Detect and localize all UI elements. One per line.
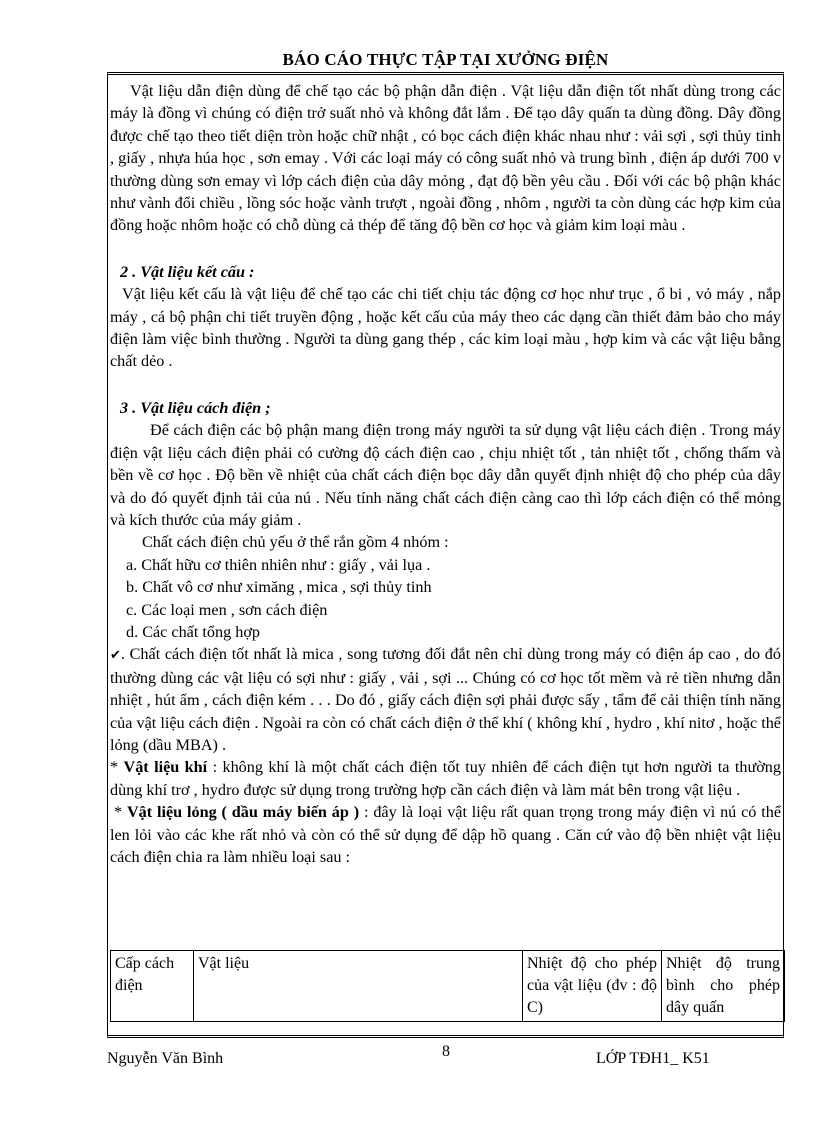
- check-icon: ✔: [110, 647, 121, 663]
- insulation-paragraph: Để cách điện các bộ phận mang điện trong máy người ta sử dụng vật liệu cách điện . Trong máy điện vật liệu cách điện phải có cường độ cách điện cao , chịu nhiệt tốt , tản nhiệt tốt , chống thấm và bền về cơ học . Độ bền về nhiệt của chất cách điện bọc dây dẫn quyết định nhiệt độ cho phép của dây và do đó quyết định tải của nú . Nếu tính năng chất cách điện càng cao thì lớp cách điện có thể mỏng và kích thước của máy giảm .: [110, 421, 781, 529]
- gas-prefix: *: [110, 758, 124, 777]
- gas-label: Vật liệu khí: [123, 758, 208, 777]
- list-item: c. Các loại men , sơn cách điện: [126, 600, 328, 619]
- liquid-prefix: *: [114, 803, 127, 822]
- gas-material-paragraph: [110, 756, 781, 801]
- footer-author: Nguyễn Văn Bình: [107, 1050, 224, 1067]
- table-header-cell: Nhiệt độ cho phép của vật liệu (đv : độ C): [523, 951, 662, 1022]
- liquid-text: : đây là loại vật liệu rất quan trọng trong máy điện vì nú có thể len lỏi vào các khe rất nhỏ và còn có thể sử dụng để dập hồ quang . Căn cứ vào độ bền nhiệt vật liệu cách điện chia ra làm nhiều loại sau :: [110, 803, 782, 866]
- section-heading-insulation: 3 . Vật liệu cách điện ;: [120, 398, 271, 417]
- footer-class-name: LỚP TĐH1_ K51: [596, 1050, 710, 1067]
- footer-page-number: 8: [442, 1043, 450, 1060]
- document-body: [107, 80, 784, 868]
- insulation-groups-intro: Chất cách điện chủ yếu ở thể rắn gồm 4 nhóm :: [142, 533, 449, 552]
- table-header-cell: Nhiệt độ trung bình cho phép dây quấn: [662, 951, 785, 1022]
- mica-paragraph: [110, 643, 781, 756]
- table-header-cell: Cấp cách điện: [111, 951, 194, 1022]
- section-heading-structural: 2 . Vật liệu kết cấu :: [120, 262, 255, 281]
- mica-text: . Chất cách điện tốt nhất là mica , song tương đối đắt nên chỉ dùng trong máy có điện áp cao , do đó thường dùng các vật liệu có sợi như : giấy , vải , sợi ... Chúng có cơ học tốt mềm và rẻ tiền nhưng dẫn nhiệt , hút ẩm , cách điện kém . . . Do đó , giấy cách điện sợi phải được sấy , tẩm để cải thiện tính năng của vật liệu cách điện . Ngoài ra còn có chất cách điện ở thể khí ( không khí , hydro , khí nitơ , hoặc thể lỏng (dầu MBA) .: [110, 645, 781, 754]
- liquid-material-paragraph: [110, 801, 781, 868]
- table-header-row: [111, 951, 785, 1022]
- conductive-material-paragraph: Vật liệu dẫn điện dùng để chế tạo các bộ phận dẫn điện . Vật liệu dẫn điện tốt nhất dùng trong các máy là đồng vì chúng có điện trở suất nhỏ và không đắt lắm . Để tạo dây quấn ta dùng đồng. Dây đồng được chế tạo theo tiết diện tròn hoặc chữ nhật , có bọc cách điện khác nhau như : vải sợi , sợi thủy tinh , giấy , nhựa húa học , sơn emay . Với các loại máy có công suất nhỏ và trung bình , điện áp dưới 700 v thường dùng sơn emay vì lớp cách điện của dây mỏng , đạt độ bền yêu cầu . Đối với các bộ phận khác như vành đổi chiều , lồng sóc hoặc vành trượt , ngoài đồng , nhôm , người ta còn dùng các hợp kim của đồng hoặc nhôm hoặc có chỗ dùng cả thép để tăng độ bền cơ học và giảm kim loại màu .: [110, 82, 781, 235]
- gas-text: : không khí là một chất cách điện tốt tuy nhiên để cách điện tụt hơn người ta thường dùng khí trơ , hydro được sử dụng trong trường hợp cần cách điện và làm mát bên trong vật liệu .: [110, 758, 781, 799]
- liquid-label: Vật liệu lỏng ( dầu máy biến áp ): [126, 803, 360, 822]
- structural-material-paragraph: Vật liệu kết cấu là vật liệu để chế tạo các chi tiết chịu tác động cơ học như trục , ổ bi , vỏ máy , nắp máy , cá bộ phận chi tiết truyền động , hoặc kết cấu của máy theo các dạng cần thiết đảm bảo cho máy điện làm việc bình thường . Người ta dùng gang thép , các kim loại màu , hợp kim và các vật liệu bằng chất dẻo .: [110, 285, 781, 371]
- page-header-title: BÁO CÁO THỰC TẬP TẠI XƯỞNG ĐIỆN: [282, 50, 609, 69]
- list-item: a. Chất hữu cơ thiên nhiên như : giấy , vải lụa .: [126, 555, 431, 574]
- list-item: d. Các chất tổng hợp: [126, 622, 260, 641]
- list-item: b. Chất vô cơ như ximăng , mica , sợi thủy tinh: [126, 578, 432, 597]
- insulation-class-table: [110, 950, 785, 1022]
- table-header-cell: Vật liệu: [194, 951, 523, 1022]
